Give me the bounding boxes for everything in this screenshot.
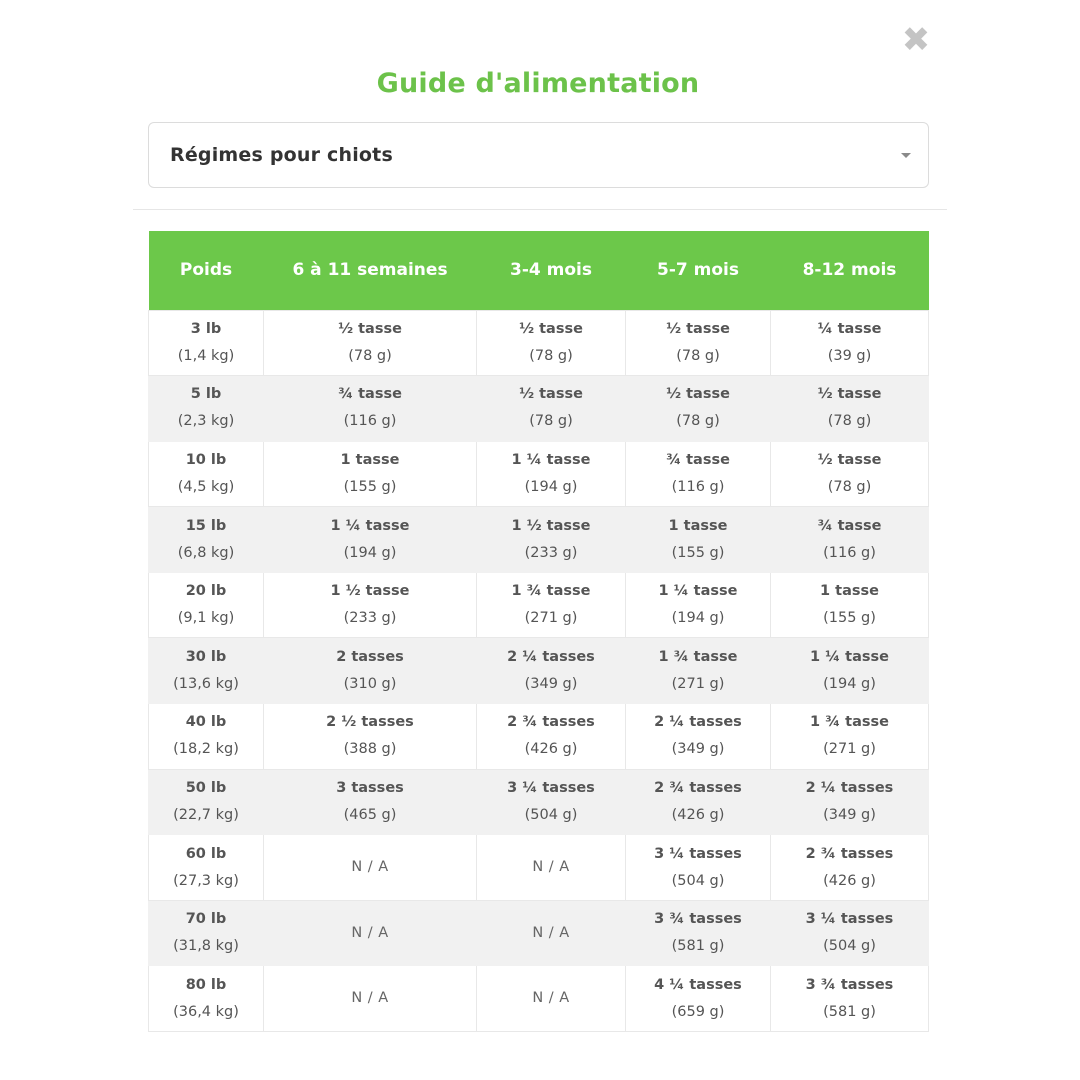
portion-amount: 2 ½ tasses xyxy=(326,714,414,731)
column-header: 8-12 mois xyxy=(771,231,929,310)
portion-cell xyxy=(626,572,771,638)
portion-cell xyxy=(264,769,477,835)
portion-amount: ½ tasse xyxy=(817,451,882,468)
weight-lb: 15 lb xyxy=(185,517,227,534)
portion-cell xyxy=(771,900,929,966)
portion-cell xyxy=(477,966,626,1032)
weight-lb: 3 lb xyxy=(190,320,222,337)
portion-grams: (271 g) xyxy=(671,675,725,692)
portion-cell xyxy=(264,966,477,1032)
portion-cell xyxy=(626,966,771,1032)
weight-cell xyxy=(149,441,264,507)
portion-grams: (116 g) xyxy=(671,478,725,495)
table-header-row xyxy=(149,231,929,310)
portion-cell xyxy=(626,376,771,442)
portion-cell xyxy=(771,638,929,704)
portion-grams: (155 g) xyxy=(823,610,876,627)
table-row xyxy=(149,835,929,901)
portion-amount: 3 ¼ tasses xyxy=(805,911,894,928)
portion-grams: (233 g) xyxy=(343,610,397,627)
portion-grams: (581 g) xyxy=(823,1003,876,1020)
portion-cell xyxy=(264,572,477,638)
portion-amount: 1 ¾ tasse xyxy=(658,648,738,665)
portion-cell xyxy=(264,441,477,507)
weight-cell xyxy=(149,507,264,573)
portion-grams: (233 g) xyxy=(524,544,578,561)
portion-cell xyxy=(477,638,626,704)
portion-grams: (194 g) xyxy=(524,478,578,495)
portion-amount: 1 tasse xyxy=(340,451,400,468)
portion-amount: 2 ¼ tasses xyxy=(654,714,742,731)
portion-cell xyxy=(264,704,477,770)
portion-grams: (271 g) xyxy=(823,741,876,758)
not-available-text: N / A xyxy=(351,990,389,1007)
portion-grams: (426 g) xyxy=(671,806,725,823)
not-available-text: N / A xyxy=(351,859,389,876)
table-row xyxy=(149,376,929,442)
portion-cell xyxy=(477,376,626,442)
portion-amount: 1 ½ tasse xyxy=(330,583,410,600)
portion-cell xyxy=(771,441,929,507)
modal-title: Guide d'alimentation xyxy=(376,68,700,99)
not-available-text: N / A xyxy=(532,924,570,941)
portion-grams: (78 g) xyxy=(827,478,872,495)
weight-lb: 5 lb xyxy=(190,386,222,403)
portion-cell xyxy=(477,900,626,966)
portion-amount: ½ tasse xyxy=(519,320,583,337)
weight-cell xyxy=(149,310,264,376)
weight-lb: 60 lb xyxy=(185,845,227,862)
portion-amount: 1 ¼ tasse xyxy=(658,583,738,600)
diet-type-select[interactable] xyxy=(148,122,929,188)
portion-grams: (116 g) xyxy=(823,544,876,561)
weight-kg: (31,8 kg) xyxy=(173,938,239,955)
column-header: 6 à 11 semaines xyxy=(264,231,477,310)
divider xyxy=(133,209,947,210)
portion-grams: (426 g) xyxy=(524,741,578,758)
portion-cell xyxy=(771,704,929,770)
portion-cell xyxy=(264,900,477,966)
portion-amount: 2 ¾ tasses xyxy=(507,714,595,731)
weight-lb: 50 lb xyxy=(185,779,227,796)
weight-lb: 10 lb xyxy=(185,451,227,468)
portion-cell xyxy=(771,769,929,835)
portion-amount: 4 ¼ tasses xyxy=(654,976,742,993)
portion-amount: 1 ¾ tasse xyxy=(511,583,591,600)
weight-kg: (2,3 kg) xyxy=(177,413,235,430)
weight-lb: 30 lb xyxy=(185,648,227,665)
portion-amount: ½ tasse xyxy=(519,386,583,403)
weight-cell xyxy=(149,638,264,704)
portion-amount: ¼ tasse xyxy=(817,320,882,337)
portion-cell xyxy=(477,572,626,638)
portion-grams: (194 g) xyxy=(671,610,725,627)
portion-grams: (426 g) xyxy=(823,872,876,889)
portion-grams: (194 g) xyxy=(823,675,876,692)
portion-grams: (78 g) xyxy=(827,413,872,430)
portion-cell xyxy=(264,507,477,573)
portion-cell xyxy=(626,507,771,573)
portion-cell xyxy=(477,835,626,901)
weight-lb: 80 lb xyxy=(185,976,227,993)
portion-cell xyxy=(264,638,477,704)
portion-cell xyxy=(264,310,477,376)
weight-lb: 40 lb xyxy=(185,714,227,731)
portion-grams: (155 g) xyxy=(343,478,397,495)
weight-cell xyxy=(149,376,264,442)
table-row xyxy=(149,310,929,376)
portion-grams: (78 g) xyxy=(348,347,392,364)
portion-amount: ½ tasse xyxy=(338,320,402,337)
not-available-text: N / A xyxy=(532,990,570,1007)
weight-lb: 70 lb xyxy=(185,911,227,928)
portion-cell xyxy=(626,769,771,835)
portion-grams: (194 g) xyxy=(343,544,397,561)
portion-cell xyxy=(771,310,929,376)
portion-grams: (349 g) xyxy=(823,806,876,823)
table-row xyxy=(149,572,929,638)
portion-amount: ¾ tasse xyxy=(338,386,402,403)
table-row xyxy=(149,507,929,573)
feeding-table xyxy=(148,231,929,1032)
portion-amount: 2 ¼ tasses xyxy=(507,648,595,665)
weight-kg: (13,6 kg) xyxy=(173,675,239,692)
weight-kg: (6,8 kg) xyxy=(177,544,235,561)
column-header: 3-4 mois xyxy=(477,231,626,310)
portion-cell xyxy=(477,769,626,835)
portion-cell xyxy=(264,835,477,901)
weight-cell xyxy=(149,572,264,638)
portion-grams: (349 g) xyxy=(524,675,578,692)
weight-kg: (9,1 kg) xyxy=(177,610,235,627)
weight-kg: (1,4 kg) xyxy=(177,347,235,364)
portion-amount: ¾ tasse xyxy=(817,517,882,534)
portion-amount: ¾ tasse xyxy=(666,451,730,468)
portion-grams: (659 g) xyxy=(671,1003,725,1020)
weight-cell xyxy=(149,966,264,1032)
table-row xyxy=(149,900,929,966)
portion-grams: (78 g) xyxy=(676,347,720,364)
portion-grams: (155 g) xyxy=(671,544,725,561)
not-available-text: N / A xyxy=(351,924,389,941)
portion-amount: 1 ¼ tasse xyxy=(511,451,591,468)
table-row xyxy=(149,441,929,507)
weight-kg: (27,3 kg) xyxy=(173,872,239,889)
portion-amount: 3 tasses xyxy=(336,779,404,796)
weight-kg: (22,7 kg) xyxy=(173,806,239,823)
portion-cell xyxy=(771,966,929,1032)
portion-grams: (581 g) xyxy=(671,938,725,955)
portion-grams: (504 g) xyxy=(823,938,876,955)
column-header: 5-7 mois xyxy=(626,231,771,310)
portion-grams: (504 g) xyxy=(524,806,578,823)
portion-cell xyxy=(477,310,626,376)
portion-grams: (349 g) xyxy=(671,741,725,758)
diet-type-selected-value: Régimes pour chiots xyxy=(170,144,393,166)
portion-amount: ½ tasse xyxy=(817,386,882,403)
portion-grams: (271 g) xyxy=(524,610,578,627)
not-available-text: N / A xyxy=(532,859,570,876)
portion-cell xyxy=(771,572,929,638)
portion-cell xyxy=(626,310,771,376)
portion-amount: 3 ¾ tasses xyxy=(805,976,894,993)
portion-grams: (465 g) xyxy=(343,806,397,823)
portion-cell xyxy=(477,507,626,573)
portion-amount: 1 tasse xyxy=(668,517,728,534)
portion-amount: 1 ½ tasse xyxy=(511,517,591,534)
portion-grams: (310 g) xyxy=(343,675,397,692)
weight-kg: (18,2 kg) xyxy=(173,741,239,758)
portion-amount: 1 ¼ tasse xyxy=(330,517,410,534)
weight-kg: (4,5 kg) xyxy=(177,478,235,495)
portion-amount: 2 tasses xyxy=(336,648,404,665)
close-icon[interactable]: ✖ xyxy=(901,20,931,60)
portion-grams: (78 g) xyxy=(529,413,573,430)
portion-amount: 3 ¼ tasses xyxy=(654,845,742,862)
portion-cell xyxy=(771,376,929,442)
portion-cell xyxy=(626,835,771,901)
portion-amount: 2 ¼ tasses xyxy=(805,779,894,796)
portion-grams: (39 g) xyxy=(827,347,872,364)
portion-amount: ½ tasse xyxy=(666,386,730,403)
portion-grams: (388 g) xyxy=(343,741,397,758)
portion-grams: (78 g) xyxy=(676,413,720,430)
portion-cell xyxy=(264,376,477,442)
table-row xyxy=(149,638,929,704)
portion-amount: 2 ¾ tasses xyxy=(654,779,742,796)
portion-grams: (504 g) xyxy=(671,872,725,889)
weight-cell xyxy=(149,835,264,901)
column-header: Poids xyxy=(149,231,264,310)
chevron-down-icon xyxy=(901,153,911,158)
portion-amount: 3 ¾ tasses xyxy=(654,911,742,928)
table-body xyxy=(149,310,929,1032)
portion-cell xyxy=(477,441,626,507)
table-row xyxy=(149,704,929,770)
portion-amount: 1 tasse xyxy=(820,583,879,600)
portion-cell xyxy=(626,704,771,770)
weight-cell xyxy=(149,704,264,770)
table-row xyxy=(149,966,929,1032)
portion-amount: 1 ¾ tasse xyxy=(809,714,889,731)
portion-cell xyxy=(771,507,929,573)
portion-grams: (78 g) xyxy=(529,347,573,364)
portion-grams: (116 g) xyxy=(343,413,397,430)
weight-cell xyxy=(149,900,264,966)
weight-kg: (36,4 kg) xyxy=(173,1003,239,1020)
portion-amount: 2 ¾ tasses xyxy=(805,845,894,862)
portion-cell xyxy=(477,704,626,770)
weight-lb: 20 lb xyxy=(185,583,227,600)
weight-cell xyxy=(149,769,264,835)
portion-cell xyxy=(626,638,771,704)
table-row xyxy=(149,769,929,835)
portion-cell xyxy=(771,835,929,901)
portion-cell xyxy=(626,900,771,966)
portion-amount: 3 ¼ tasses xyxy=(507,779,595,796)
portion-cell xyxy=(626,441,771,507)
portion-amount: 1 ¼ tasse xyxy=(809,648,889,665)
portion-amount: ½ tasse xyxy=(666,320,730,337)
